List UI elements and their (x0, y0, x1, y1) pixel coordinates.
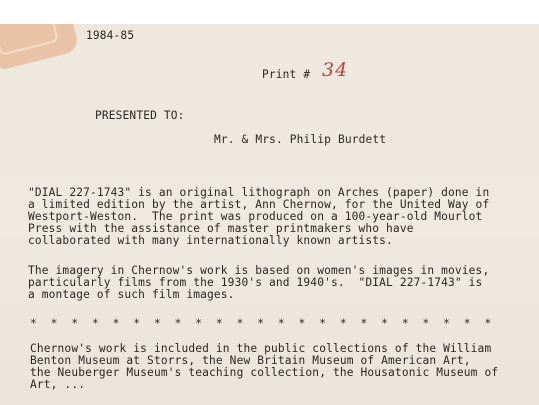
paragraph3-line: the Neuberger Museum's teaching collection, the Housatonic Museum of (30, 366, 499, 379)
header-years: 1984-85 (86, 29, 135, 42)
recipient-name: Mr. & Mrs. Philip Burdett (214, 133, 387, 146)
document-body (0, 24, 539, 405)
top-margin (0, 0, 539, 24)
paragraph1-line: collaborated with many internationally known artists. (28, 234, 393, 247)
paragraph1-line: Press with the assistance of master printmakers who have (28, 222, 414, 235)
print-label: Print # (262, 68, 311, 81)
presented-label: PRESENTED TO: (95, 109, 185, 122)
paragraph2-line: particularly films from the 1930's and 1940's. "DIAL 227-1743" is (28, 276, 483, 289)
paragraph3-line: Chernow's work is included in the public collections of the William (30, 342, 492, 355)
paragraph2-line: a montage of such film images. (28, 288, 235, 301)
paragraph3-line: Art, ... (30, 378, 86, 391)
paragraph3-line: Benton Museum at Storrs, the New Britain Museum of American Art, (30, 354, 471, 367)
paragraph2-line: The imagery in Chernow's work is based on women's images in movies, (28, 264, 490, 277)
paragraph1-line: Westport-Weston. The print was produced on a 100-year-old Mourlot (28, 210, 483, 223)
paragraph1-line: "DIAL 227-1743" is an original lithograph on Arches (paper) done in (28, 186, 490, 199)
paragraph1-line: a limited edition by the artist, Ann Chernow, for the United Way of (28, 198, 490, 211)
asterisk-divider: * * * * * * * * * * * * * * * * * * * * * * * (30, 317, 492, 330)
print-number-handwritten: 34 (322, 59, 349, 81)
